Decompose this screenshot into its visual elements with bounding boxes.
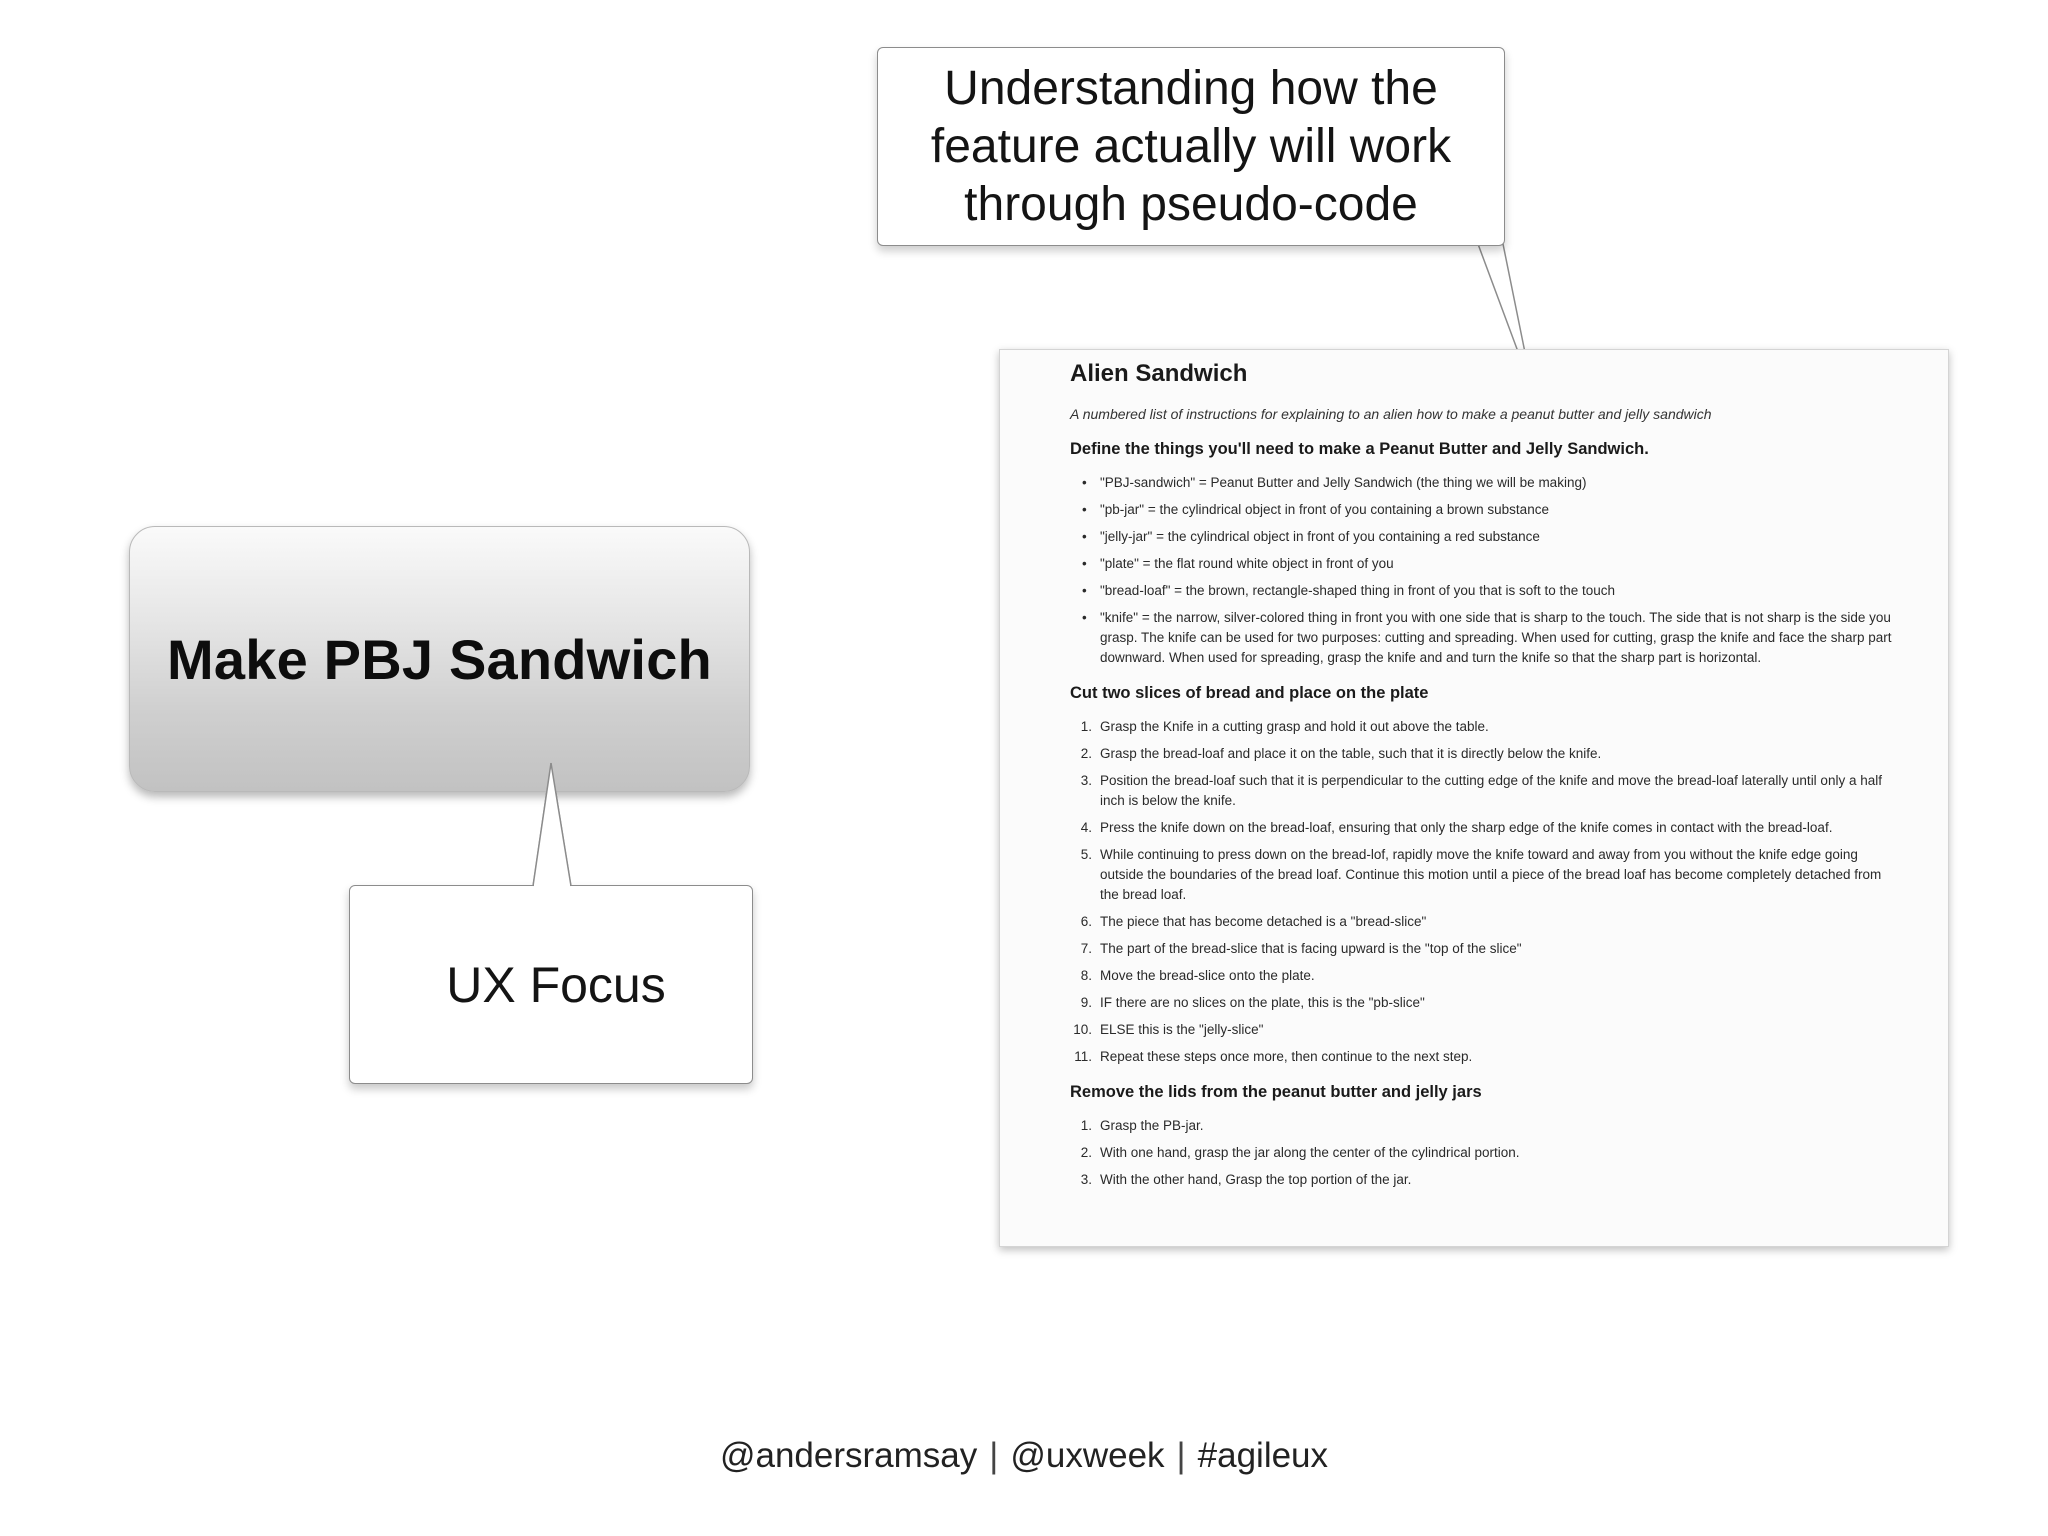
step-text: With the other hand, Grasp the top portion of the jar. [1100,1172,1412,1187]
step-text: With one hand, grasp the jar along the center of the cylindrical portion. [1100,1145,1520,1160]
step-text: The part of the bread-slice that is facing upward is the "top of the slice" [1100,941,1522,956]
list-item [1070,818,1900,838]
document-title: Alien Sandwich [1070,360,1248,387]
step-number: 8. [1080,968,1092,983]
step-number: 7. [1080,941,1092,956]
footer-handle-author: @andersramsay [719,1436,978,1475]
pseudo-code-document [999,349,1949,1247]
list-item [1070,744,1900,764]
list-item [1070,771,1900,811]
list-item [1070,1170,1900,1190]
footer-hashtag: #agileux [1197,1436,1329,1475]
main-node-label: Make PBJ Sandwich [167,627,712,691]
list-item [1070,939,1900,959]
step-text: Repeat these steps once more, then continue to the next step. [1100,1049,1473,1064]
pseudo-code-callout-text: Understanding how the feature actually will work through pseudo-code [930,61,1452,231]
step-number: 3. [1080,773,1092,788]
step-text: Grasp the PB-jar. [1100,1118,1204,1133]
list-item [1070,912,1900,932]
step-text: While continuing to press down on the bread-lof, rapidly move the knife toward and away from you without the knife edge going outside the boundaries of the bread loaf. Continue this motion until a piece of the bread loaf has become completely detached from the bread loaf. [1100,847,1882,902]
slide-footer [0,1436,2048,1476]
step-text: The piece that has become detached is a "bread-slice" [1100,914,1427,929]
list-item [1070,1143,1900,1163]
cut-bread-steps [1070,717,1900,1067]
step-text: Move the bread-slice onto the plate. [1100,968,1315,983]
list-item [1070,966,1900,986]
footer-separator: | [989,1436,999,1475]
section-heading-cut-bread: Cut two slices of bread and place on the plate [1070,684,1429,702]
step-text: IF there are no slices on the plate, this is the "pb-slice" [1100,995,1425,1010]
list-item: • "PBJ-sandwich" = Peanut Butter and Jelly Sandwich (the thing we will be making) [1070,473,1900,493]
pseudo-code-callout [877,47,1505,246]
definitions-list [1070,473,1900,668]
list-item [1070,993,1900,1013]
step-text: Grasp the Knife in a cutting grasp and hold it out above the table. [1100,719,1489,734]
step-number: 6. [1080,914,1092,929]
list-item: • "plate" = the flat round white object in front of you [1070,554,1900,574]
list-item: • "knife" = the narrow, silver-colored thing in front you with one side that is sharp to the touch. The side that is not sharp is the side you grasp. The knife can be used for two purposes: cutting and spreading. When used for cutting, grasp the knife and face the sharp part downward. When used for spreading, grasp the knife and and turn the knife so that the sharp part is horizontal. [1070,608,1900,668]
step-number: 5. [1080,847,1092,862]
step-number: 10. [1073,1022,1092,1037]
footer-separator: | [1176,1436,1186,1475]
list-item [1070,1116,1900,1136]
step-number: 2. [1080,746,1092,761]
step-number: 11. [1074,1049,1092,1064]
list-item: • "jelly-jar" = the cylindrical object in front of you containing a red substance [1070,527,1900,547]
footer-handle-event: @uxweek [1010,1436,1165,1475]
section-heading-remove-lids: Remove the lids from the peanut butter and jelly jars [1070,1083,1482,1101]
step-text: Position the bread-loaf such that it is perpendicular to the cutting edge of the knife and move the bread-loaf laterally until only a half inch is below the knife. [1100,773,1882,808]
list-item [1070,1047,1900,1067]
list-item [1070,1020,1900,1040]
step-number: 3. [1080,1172,1092,1187]
list-item [1070,845,1900,905]
list-item [1070,717,1900,737]
step-number: 2. [1080,1145,1092,1160]
ux-focus-label: UX Focus [446,956,666,1013]
section-heading-define: Define the things you'll need to make a Peanut Butter and Jelly Sandwich. [1070,440,1649,458]
step-number: 1. [1080,1118,1092,1133]
list-item: • "bread-loaf" = the brown, rectangle-shaped thing in front of you that is soft to the touch [1070,581,1900,601]
list-item: • "pb-jar" = the cylindrical object in front of you containing a brown substance [1070,500,1900,520]
ux-focus-callout [349,885,753,1084]
remove-lids-steps [1070,1116,1900,1190]
step-number: 9. [1080,995,1092,1010]
step-text: Grasp the bread-loaf and place it on the table, such that it is directly below the knife. [1100,746,1602,761]
document-subtitle: A numbered list of instructions for explaining to an alien how to make a peanut butter and jelly sandwich [1070,406,1712,422]
step-number: 1. [1080,719,1092,734]
step-number: 4. [1080,820,1092,835]
main-node-box [129,526,750,792]
step-text: ELSE this is the "jelly-slice" [1100,1022,1264,1037]
step-text: Press the knife down on the bread-loaf, ensuring that only the sharp edge of the knife comes in contact with the bread-loaf. [1100,820,1833,835]
